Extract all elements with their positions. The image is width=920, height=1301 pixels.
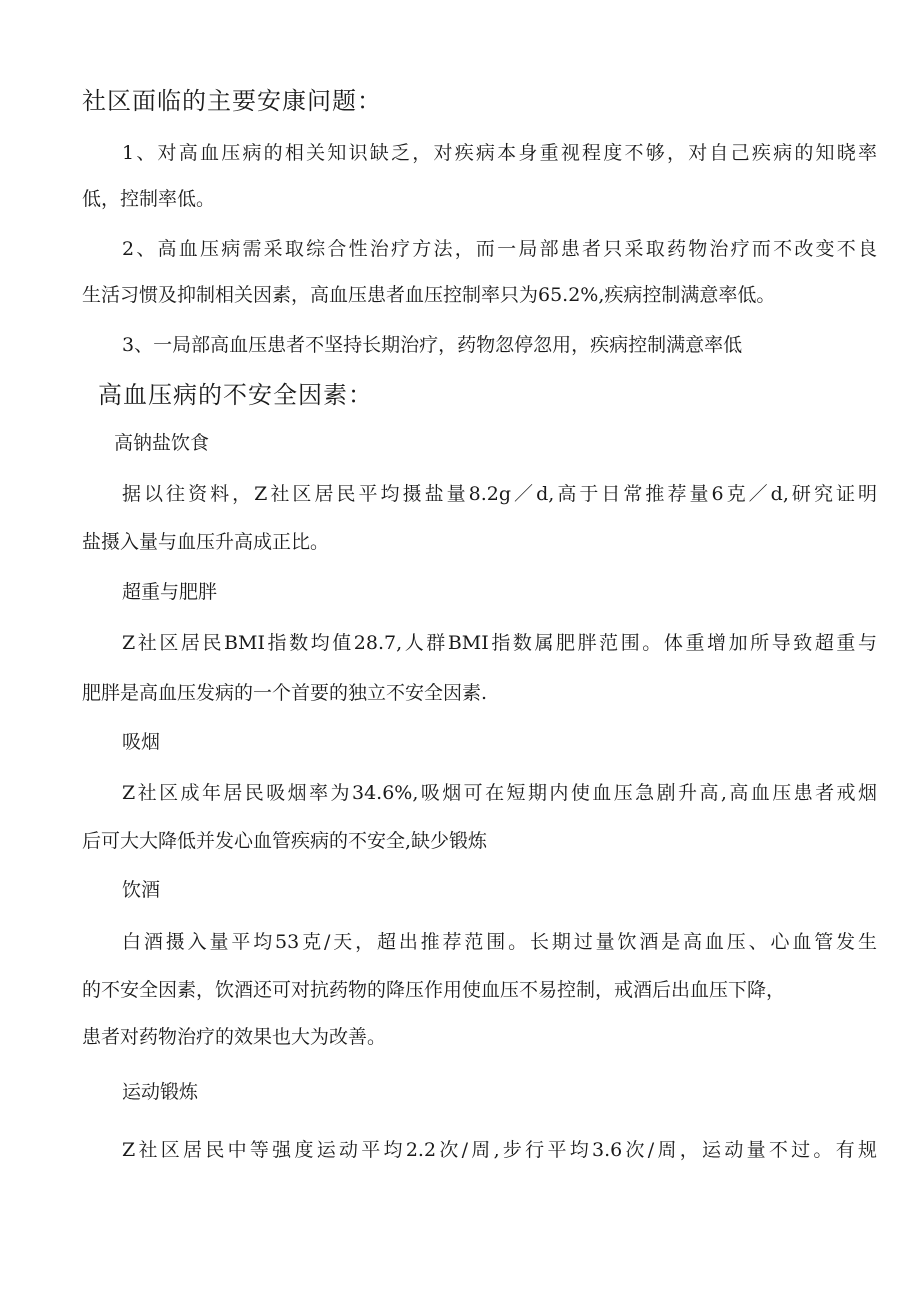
factor-exercise-line-1: Z社区居民中等强度运动平均2.2次/周,步行平均3.6次/周，运动量不过。有规 [122, 1139, 877, 1161]
issue-2-line-2: 生活习惯及抑制相关因素，高血压患者血压控制率只为65.2%,疾病控制满意率低。 [82, 284, 776, 306]
factor-drinking-line-2: 的不安全因素，饮酒还可对抗药物的降压作用使血压不易控制，戒酒后出血压下降， [82, 979, 786, 1001]
issue-3-line-1: 3、一局部高血压患者不坚持长期治疗，药物忽停忽用，疾病控制满意率低 [122, 334, 743, 356]
issue-2-line-1: 2、高血压病需采取综合性治疗方法，而一局部患者只采取药物治疗而不改变不良 [122, 238, 877, 260]
factor-drinking-line-3: 患者对药物治疗的效果也大为改善。 [82, 1026, 387, 1048]
factor-title-drinking: 饮酒 [122, 879, 161, 901]
section-heading-risk-factors: 高血压病的不安全因素： [98, 381, 373, 409]
factor-obesity-line-2: 肥胖是高血压发病的一个首要的独立不安全因素. [82, 682, 488, 704]
factor-obesity-line-1: Z社区居民BMI指数均值28.7,人群BMI指数属肥胖范围。体重增加所导致超重与 [122, 632, 877, 654]
factor-sodium-line-1: 据以往资料，Z社区居民平均摄盐量8.2g／d,高于日常推荐量6克／d,研究证明 [122, 483, 877, 505]
factor-title-sodium: 高钠盐饮食 [114, 432, 210, 454]
factor-smoking-line-2: 后可大大降低并发心血管疾病的不安全,缺少锻炼 [82, 830, 488, 852]
factor-sodium-line-2: 盐摄入量与血压升高成正比。 [82, 531, 330, 553]
factor-title-smoking: 吸烟 [122, 731, 161, 753]
factor-title-obesity: 超重与肥胖 [122, 581, 218, 603]
factor-title-exercise: 运动锻炼 [122, 1081, 199, 1103]
section-heading-health-issues: 社区面临的主要安康问题： [82, 87, 382, 115]
issue-1-line-1: 1、对高血压病的相关知识缺乏，对疾病本身重视程度不够，对自己疾病的知晓率 [122, 142, 877, 164]
issue-1-line-2: 低，控制率低。 [82, 188, 216, 210]
factor-drinking-line-1: 白酒摄入量平均53克/天，超出推荐范围。长期过量饮酒是高血压、心血管发生 [122, 931, 877, 953]
factor-smoking-line-1: Z社区成年居民吸烟率为34.6%,吸烟可在短期内使血压急剧升高,高血压患者戒烟 [122, 782, 877, 804]
